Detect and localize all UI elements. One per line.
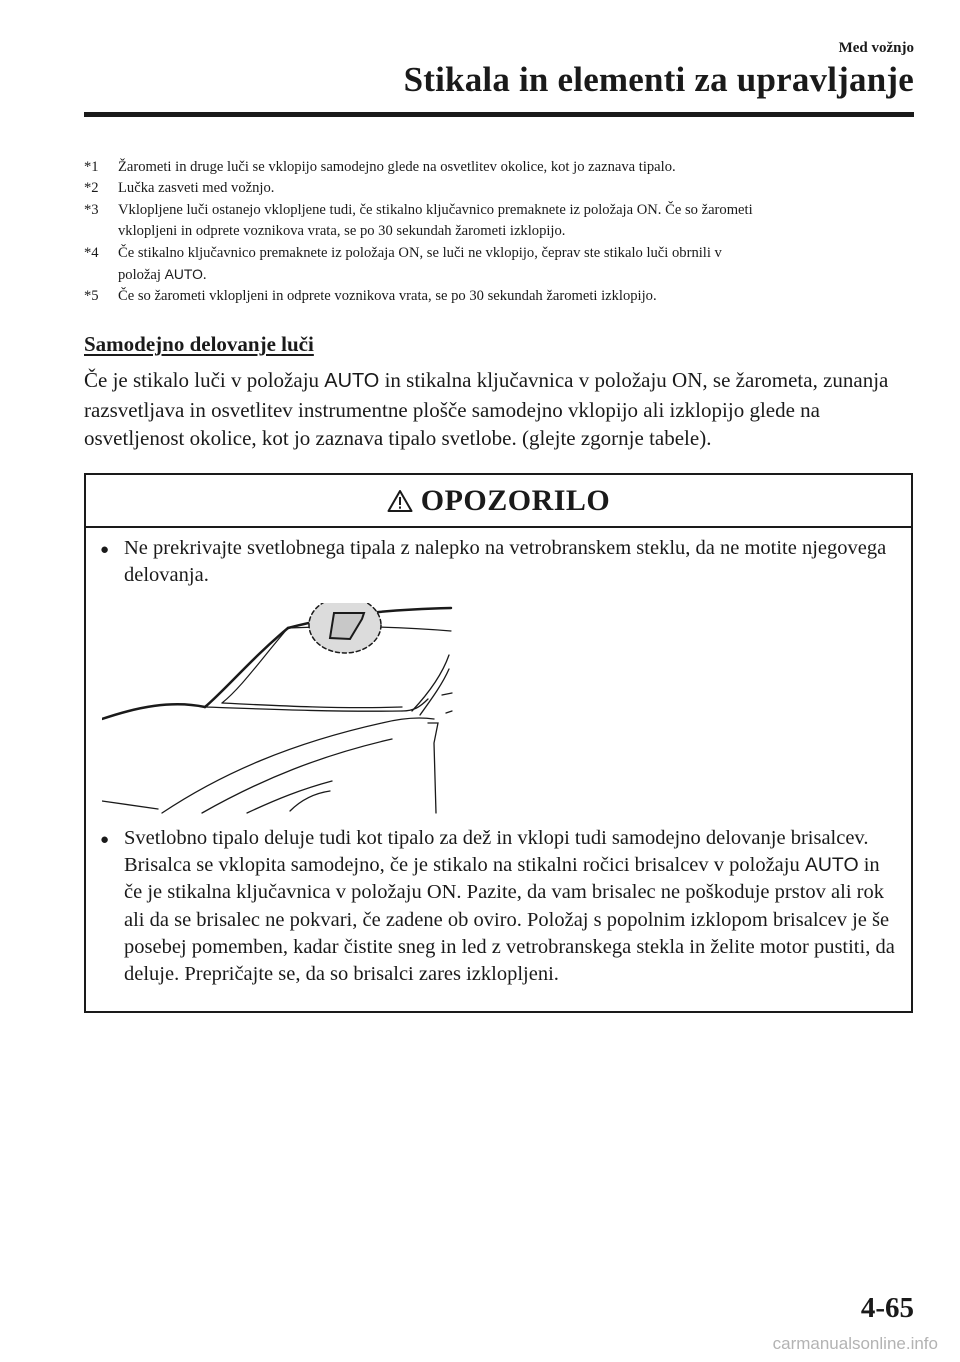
footnote-mark: *3 <box>84 201 99 218</box>
footnote-line: položaj <box>118 267 161 284</box>
footnote-text: Žarometi in druge luči se vklopijo samodejno glede na osvetlitev okolice, kot jo zaznava tipalo. <box>118 159 676 175</box>
warning-item <box>100 825 900 988</box>
footnote <box>84 157 914 178</box>
watermark: carmanualsonline.info <box>772 1334 938 1353</box>
footnote-period: . <box>202 267 207 284</box>
footnote <box>84 286 914 307</box>
windshield-sensor-illustration <box>102 603 454 815</box>
body-paragraph <box>84 366 904 453</box>
footnote-line: Vklopljene luči ostanejo vklopljene tudi, če stikalno ključavnico premaknete iz položaja ON. Če so žarometi <box>118 201 753 218</box>
footnote-text <box>118 243 914 287</box>
warning-title: OPOZORILO <box>420 483 611 517</box>
section-heading: Samodejno delovanje luči <box>84 332 314 356</box>
footnote-mark: *2 <box>84 180 99 197</box>
footnote <box>84 178 914 199</box>
chapter-title: Stikala in elementi za upravljanje <box>403 60 914 99</box>
warning-box <box>84 473 913 1013</box>
bullet-icon: ● <box>100 542 110 558</box>
bullet-icon: ● <box>100 832 110 848</box>
warning-header <box>86 475 911 528</box>
title-rule <box>84 112 914 117</box>
footnote <box>84 243 914 287</box>
page-number: 4-65 <box>860 1292 914 1324</box>
section-label: Med vožnjo <box>838 40 914 56</box>
footnote-mark: *4 <box>84 244 99 261</box>
footnote-text: Lučka zasveti med vožnjo. <box>118 180 275 197</box>
footnote-text <box>118 200 914 243</box>
auto-token: AUTO <box>804 854 859 877</box>
paragraph-text: in stikalna ključavnica v položaju ON, se žarometa, zunanja razsvetljava in osvetlitev instrumentne plošče samodejno vklopijo ali izklopijo glede na osvetljenost okolice, kot jo zaznava tipalo svetlobe. (glejte zgornje tabele). <box>84 368 889 450</box>
footnotes <box>84 157 914 308</box>
footnote-mark: *1 <box>84 159 99 175</box>
footnote-mark: *5 <box>84 288 99 305</box>
warning-text-part: Svetlobno tipalo deluje tudi kot tipalo za dež in vklopi tudi samodejno delovanje brisalcev. Brisalca se vklopita samodejno, če je stikalo na stikalni ročici brisalcev v položaju <box>124 827 869 877</box>
warning-text: Ne prekrivajte svetlobnega tipala z nalepko na vetrobranskem steklu, da ne motite njegovega delovanja. <box>124 537 887 587</box>
warning-item <box>100 535 900 589</box>
warning-text <box>124 825 900 988</box>
footnote-line: Če stikalno ključavnico premaknete iz položaja ON, se luči ne vklopijo, čeprav ste stikalo luči obrnili v <box>118 244 722 261</box>
warning-triangle-icon <box>387 489 413 513</box>
paragraph-text: Če je stikalo luči v položaju <box>84 368 320 392</box>
footnote <box>84 200 914 243</box>
footnote-text: Če so žarometi vklopljeni in odprete voznikova vrata, se po 30 sekundah žarometi izklopijo. <box>118 288 657 305</box>
footnote-line: vklopljeni in odprete voznikova vrata, se po 30 sekundah žarometi izklopijo. <box>118 223 566 240</box>
warning-text-part: in če je stikalna ključavnica v položaju ON. Pazite, da vam brisalec ne poškoduje prstov ali rok ali da se brisalec ne pokvari, če zadene ob oviro. Položaj s popolnim izklopom brisalcev je še posebej pomemben, kadar čistite sneg in led z vetrobranskega stekla in želite motor pustiti, da deluje. Prepričajte se, da so brisalci zares izklopljeni. <box>124 854 895 986</box>
auto-token: AUTO <box>324 370 380 392</box>
auto-token: AUTO <box>164 266 203 283</box>
